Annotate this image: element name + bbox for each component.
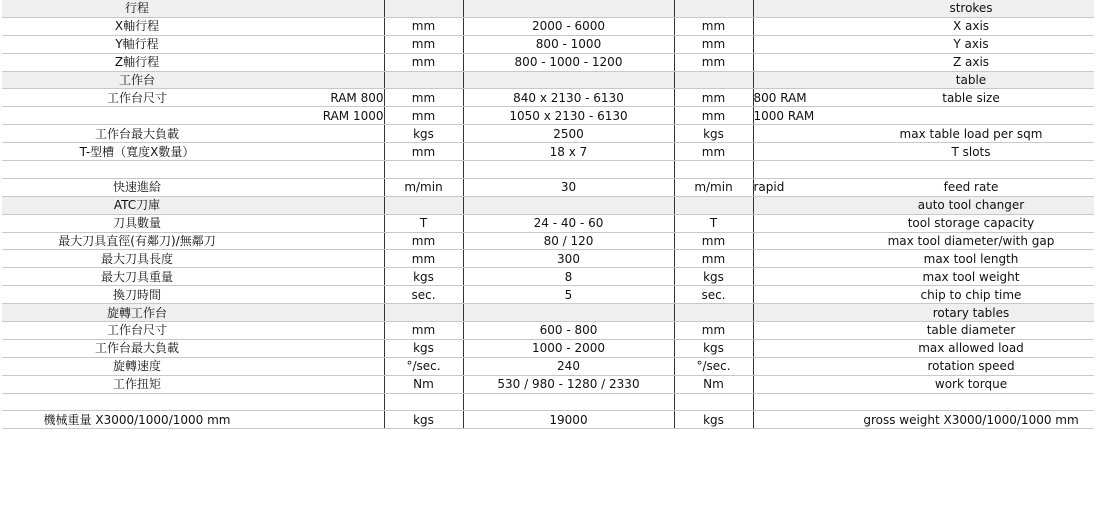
spec-name-zh: 快速進給 [2, 178, 272, 196]
spec-variant-en [753, 411, 848, 429]
spec-variant [272, 161, 384, 179]
spec-variant-en [753, 339, 848, 357]
spec-unit: kgs [384, 411, 463, 429]
spec-unit-en [674, 161, 753, 179]
table-row [2, 161, 1094, 179]
spec-value [463, 304, 674, 322]
table-row [2, 232, 1094, 250]
spec-unit-en [674, 393, 753, 411]
spec-variant [272, 322, 384, 340]
spec-variant-en [753, 393, 848, 411]
spec-name-en: work torque [848, 375, 1094, 393]
spec-unit-en [674, 71, 753, 89]
spec-name-en: T slots [848, 143, 1094, 161]
spec-unit: Nm [384, 375, 463, 393]
spec-name-zh: T-型槽（寬度X數量） [2, 143, 272, 161]
spec-unit: mm [384, 107, 463, 125]
spec-unit-en: mm [674, 143, 753, 161]
spec-variant-en [753, 268, 848, 286]
spec-unit-en [674, 304, 753, 322]
spec-unit-en: °/sec. [674, 357, 753, 375]
spec-unit: mm [384, 53, 463, 71]
spec-variant-en [753, 250, 848, 268]
spec-name-en: X axis [848, 17, 1094, 35]
spec-unit-en: mm [674, 250, 753, 268]
spec-table [2, 0, 1094, 429]
spec-value: 300 [463, 250, 674, 268]
spec-unit: mm [384, 250, 463, 268]
table-row [2, 286, 1094, 304]
table-row [2, 268, 1094, 286]
section-header-row [2, 71, 1094, 89]
spec-unit: mm [384, 17, 463, 35]
spec-value: 2000 - 6000 [463, 17, 674, 35]
spec-value: 2500 [463, 125, 674, 143]
spec-variant-en [753, 357, 848, 375]
spec-unit [384, 0, 463, 17]
table-row [2, 339, 1094, 357]
table-row [2, 178, 1094, 196]
spec-value: 80 / 120 [463, 232, 674, 250]
spec-unit-en: mm [674, 322, 753, 340]
spec-unit-en: kgs [674, 268, 753, 286]
spec-name-zh [2, 107, 272, 125]
spec-value: 530 / 980 - 1280 / 2330 [463, 375, 674, 393]
spec-value: 600 - 800 [463, 322, 674, 340]
spec-name-zh: 最大刀具重量 [2, 268, 272, 286]
spec-unit-en: kgs [674, 125, 753, 143]
table-row [2, 17, 1094, 35]
spec-variant-en [753, 375, 848, 393]
spec-value: 1050 x 2130 - 6130 [463, 107, 674, 125]
spec-value: 240 [463, 357, 674, 375]
spec-value: 8 [463, 268, 674, 286]
spec-variant [272, 196, 384, 214]
spec-variant [272, 17, 384, 35]
spec-variant [272, 214, 384, 232]
spec-name-en: rotary tables [848, 304, 1094, 322]
spec-variant-en [753, 17, 848, 35]
spec-name-en: feed rate [848, 178, 1094, 196]
spec-name-en: gross weight X3000/1000/1000 mm [848, 411, 1094, 429]
spec-unit [384, 304, 463, 322]
spec-unit-en: mm [674, 17, 753, 35]
table-row [2, 107, 1094, 125]
section-header-row [2, 196, 1094, 214]
spec-unit: mm [384, 232, 463, 250]
spec-variant: RAM 1000 [272, 107, 384, 125]
section-header-row [2, 0, 1094, 17]
spec-name-zh: 旋轉速度 [2, 357, 272, 375]
spec-name-zh: 換刀時間 [2, 286, 272, 304]
spec-value: 18 x 7 [463, 143, 674, 161]
spec-variant-en [753, 286, 848, 304]
spec-name-zh: Y軸行程 [2, 35, 272, 53]
spec-variant [272, 0, 384, 17]
spec-unit: T [384, 214, 463, 232]
spec-value [463, 393, 674, 411]
table-row [2, 125, 1094, 143]
spec-unit-en: mm [674, 232, 753, 250]
spec-name-en: Z axis [848, 53, 1094, 71]
spec-variant-en [753, 53, 848, 71]
spec-variant-en [753, 196, 848, 214]
table-row [2, 143, 1094, 161]
spec-name-zh: 工作台最大負載 [2, 125, 272, 143]
spec-name-zh: 旋轉工作台 [2, 304, 272, 322]
spec-value: 30 [463, 178, 674, 196]
spec-name-zh: 最大刀具直徑(有鄰刀)/無鄰刀 [2, 232, 272, 250]
spec-name-en: max allowed load [848, 339, 1094, 357]
spec-name-zh [2, 161, 272, 179]
spec-name-en: table diameter [848, 322, 1094, 340]
spec-name-en: max tool length [848, 250, 1094, 268]
spec-variant [272, 375, 384, 393]
spec-value [463, 0, 674, 17]
spec-value [463, 71, 674, 89]
spec-name-zh [2, 393, 272, 411]
spec-variant-en [753, 232, 848, 250]
spec-variant [272, 304, 384, 322]
spec-variant-en [753, 322, 848, 340]
spec-variant-en: rapid [753, 178, 848, 196]
spec-value [463, 161, 674, 179]
spec-value: 800 - 1000 [463, 35, 674, 53]
spec-name-en: max tool diameter/with gap [848, 232, 1094, 250]
spec-variant [272, 339, 384, 357]
spec-unit-en: sec. [674, 286, 753, 304]
spec-variant [272, 357, 384, 375]
spec-variant-en [753, 71, 848, 89]
spec-variant [272, 143, 384, 161]
spec-value [463, 196, 674, 214]
table-row [2, 35, 1094, 53]
spec-name-zh: 行程 [2, 0, 272, 17]
table-row [2, 375, 1094, 393]
spec-variant-en: 800 RAM [753, 89, 848, 107]
spec-name-en: tool storage capacity [848, 214, 1094, 232]
spec-unit-en: Nm [674, 375, 753, 393]
spec-name-zh: 工作台最大負載 [2, 339, 272, 357]
spec-variant [272, 232, 384, 250]
spec-name-en: max tool weight [848, 268, 1094, 286]
spec-unit [384, 161, 463, 179]
spec-name-zh: Z軸行程 [2, 53, 272, 71]
spec-unit: mm [384, 89, 463, 107]
table-row [2, 250, 1094, 268]
spec-value: 800 - 1000 - 1200 [463, 53, 674, 71]
spec-unit: mm [384, 322, 463, 340]
spec-variant: RAM 800 [272, 89, 384, 107]
table-row [2, 322, 1094, 340]
spec-unit-en: m/min [674, 178, 753, 196]
table-row [2, 89, 1094, 107]
spec-variant-en [753, 0, 848, 17]
spec-name-zh: 刀具數量 [2, 214, 272, 232]
spec-unit-en: mm [674, 107, 753, 125]
spec-variant-en [753, 143, 848, 161]
table-row [2, 53, 1094, 71]
spec-variant [272, 286, 384, 304]
spec-variant-en [753, 214, 848, 232]
spec-variant-en [753, 35, 848, 53]
spec-variant [272, 393, 384, 411]
spec-unit [384, 71, 463, 89]
spec-unit: m/min [384, 178, 463, 196]
spec-name-en: strokes [848, 0, 1094, 17]
spec-name-en: chip to chip time [848, 286, 1094, 304]
spec-name-en [848, 107, 1094, 125]
spec-variant-en [753, 304, 848, 322]
spec-variant [272, 268, 384, 286]
spec-name-en: rotation speed [848, 357, 1094, 375]
spec-variant-en: 1000 RAM [753, 107, 848, 125]
spec-unit: mm [384, 35, 463, 53]
spec-variant [272, 35, 384, 53]
spec-unit [384, 393, 463, 411]
spec-unit-en: mm [674, 89, 753, 107]
spec-unit-en: mm [674, 35, 753, 53]
spec-name-en [848, 161, 1094, 179]
spec-name-zh: 工作扭矩 [2, 375, 272, 393]
spec-variant [272, 71, 384, 89]
spec-unit: kgs [384, 339, 463, 357]
spec-unit: kgs [384, 268, 463, 286]
spec-unit-en [674, 196, 753, 214]
spec-variant [272, 178, 384, 196]
spec-name-en: auto tool changer [848, 196, 1094, 214]
spec-unit-en: T [674, 214, 753, 232]
spec-name-en: table size [848, 89, 1094, 107]
spec-name-zh: 工作台尺寸 [2, 322, 272, 340]
spec-name-zh: 最大刀具長度 [2, 250, 272, 268]
spec-variant [272, 125, 384, 143]
spec-name-en [848, 393, 1094, 411]
spec-name-zh: X軸行程 [2, 17, 272, 35]
spec-name-en: Y axis [848, 35, 1094, 53]
table-row [2, 411, 1094, 429]
spec-name-zh: 機械重量 X3000/1000/1000 mm [2, 411, 272, 429]
spec-unit-en: mm [674, 53, 753, 71]
spec-unit-en: kgs [674, 411, 753, 429]
spec-value: 19000 [463, 411, 674, 429]
spec-variant [272, 411, 384, 429]
spec-unit: mm [384, 143, 463, 161]
spec-name-en: table [848, 71, 1094, 89]
spec-variant-en [753, 125, 848, 143]
spec-value: 840 x 2130 - 6130 [463, 89, 674, 107]
spec-name-en: max table load per sqm [848, 125, 1094, 143]
spec-unit: sec. [384, 286, 463, 304]
spec-name-zh: ATC刀庫 [2, 196, 272, 214]
spec-unit [384, 196, 463, 214]
spec-unit: kgs [384, 125, 463, 143]
spec-unit-en: kgs [674, 339, 753, 357]
spec-value: 1000 - 2000 [463, 339, 674, 357]
spec-variant [272, 53, 384, 71]
spec-value: 24 - 40 - 60 [463, 214, 674, 232]
table-row [2, 357, 1094, 375]
section-header-row [2, 304, 1094, 322]
spec-value: 5 [463, 286, 674, 304]
spec-unit: °/sec. [384, 357, 463, 375]
spec-variant-en [753, 161, 848, 179]
spec-table-body [2, 0, 1094, 429]
spec-name-zh: 工作台尺寸 [2, 89, 272, 107]
spec-unit-en [674, 0, 753, 17]
table-row [2, 214, 1094, 232]
table-row [2, 393, 1094, 411]
spec-variant [272, 250, 384, 268]
spec-name-zh: 工作台 [2, 71, 272, 89]
